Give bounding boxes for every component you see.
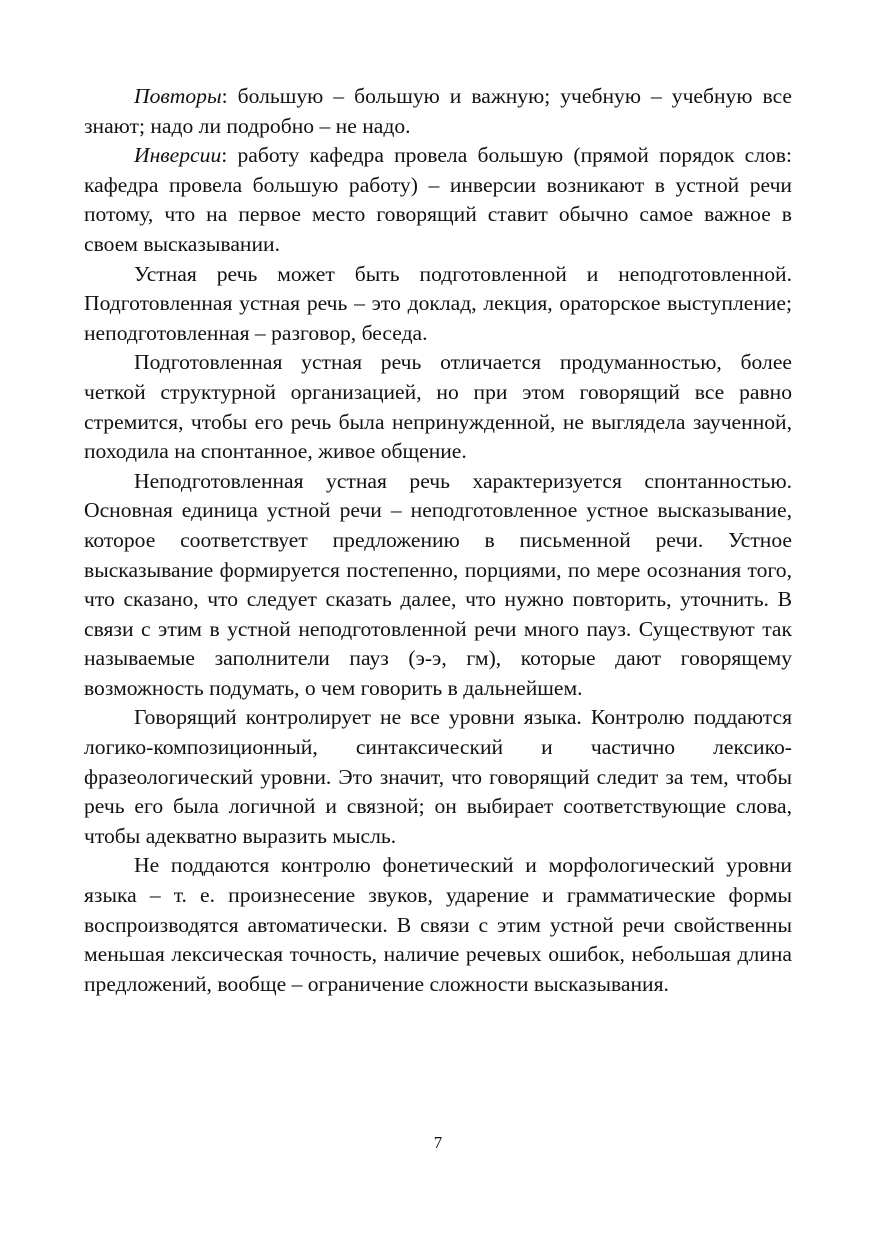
term-repetitions: Повторы [134, 84, 222, 108]
paragraph-text: Подготовленная устная речь отличается продуманностью, более четкой структурной организацией, но при этом говорящий все равно стремится, чтобы его речь была непринужденной, не выглядела заученной, походила на спонтанное, живое общение. [84, 350, 792, 464]
paragraph [84, 141, 792, 259]
paragraph-text: Не поддаются контролю фонетический и морфологический уровни языка – т. е. произнесение звуков, ударение и грамматические формы воспроизводятся автоматически. В связи с этим устной речи свойственны меньшая лексическая точность, наличие речевых ошибок, небольшая длина предложений, вообще – ограничение сложности высказывания. [84, 853, 792, 996]
paragraph [84, 348, 792, 466]
paragraph-text: : большую – большую и важную; учебную – учебную все знают; надо ли подробно – не надо. [84, 84, 792, 138]
paragraph [84, 82, 792, 141]
paragraph-text: Говорящий контролирует не все уровни языка. Контролю поддаются логико-композиционный, синтаксический и частично лексико-фразеологический уровни. Это значит, что говорящий следит за тем, чтобы речь его была логичной и связной; он выбирает соответствующие слова, чтобы адекватно выразить мысль. [84, 705, 792, 848]
page-number: 7 [433, 1133, 443, 1152]
term-inversions: Инверсии [134, 143, 222, 168]
paragraph [84, 851, 792, 999]
paragraph [84, 467, 792, 704]
paragraph [84, 703, 792, 851]
body-text [84, 82, 792, 999]
paragraph [84, 260, 792, 349]
paragraph-text: Неподготовленная устная речь характеризуется спонтанностью. Основная единица устной речи – неподготовленное устное высказывание, которое соответствует предложению в письменной речи. Устное высказывание формируется постепенно, порциями, по мере осознания того, что сказано, что следует сказать далее, что нужно повторить, уточнить. В связи с этим в устной неподготовленной речи много пауз. Существуют так называемые заполнители пауз (э-э, гм), которые дают говорящему возможность подумать, о чем говорить в дальнейшем. [84, 468, 792, 700]
paragraph-text: : работу кафедра провела большую (прямой порядок слов: кафедра провела большую работу) – инверсии возникают в устной речи потому, что на первое место говорящий ставит обычно самое важное в своем высказывании. [84, 143, 792, 256]
paragraph-text: Устная речь может быть подготовленной и неподготовленной. Подготовленная устная речь – это доклад, лекция, ораторское выступление; неподготовленная – разговор, беседа. [84, 261, 792, 345]
